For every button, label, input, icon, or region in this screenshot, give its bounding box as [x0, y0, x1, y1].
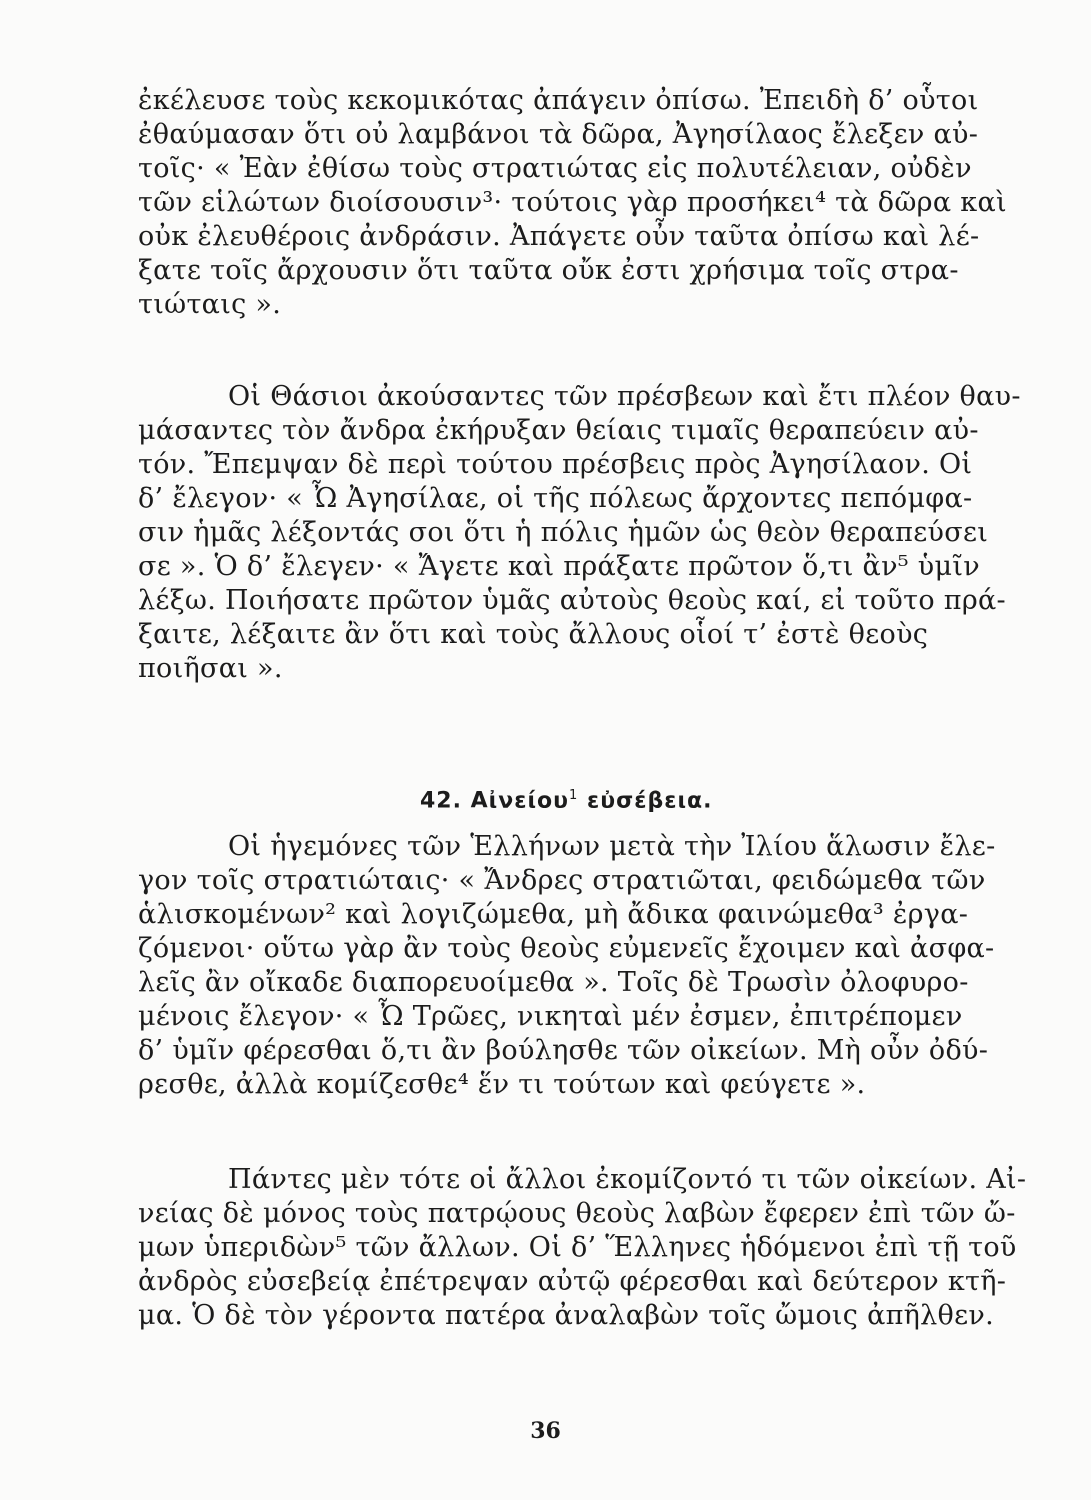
text-line: μα. Ὁ δὲ τὸν γέροντα πατέρα ἀναλαβὼν τοῖς ὤμοις ἀπῆλθεν. [138, 1300, 995, 1331]
text-line: ρεσθε, ἀλλὰ κομίζεσθε⁴ ἕν τι τούτων καὶ φεύγετε ». [138, 1069, 866, 1100]
page-number: 36 [530, 1418, 561, 1444]
paragraph-thasians [138, 380, 1021, 686]
text-line: τοῖς· « Ἐὰν ἐθίσω τοὺς στρατιώτας εἰς πολυτέλειαν, οὐδὲν [138, 153, 972, 184]
text-line: οὐκ ἐλευθέροις ἀνδράσιν. Ἀπάγετε οὖν ταῦτα ὀπίσω καὶ λέ- [138, 221, 980, 252]
text-line: δ’ ἔλεγον· « Ὦ Ἀγησίλαε, οἱ τῆς πόλεως ἄρχοντες πεπόμφα- [138, 483, 973, 514]
text-line: σιν ἡμᾶς λέξοντάς σοι ὅτι ἡ πόλις ἡμῶν ὡς θεὸν θεραπεύσει [138, 517, 989, 548]
paragraph-agesilaus-gifts [138, 84, 1018, 322]
text-line: μένοις ἔλεγον· « Ὦ Τρῶες, νικηταὶ μέν ἐσμεν, ἐπιτρέπομεν [138, 1001, 963, 1032]
text-line: τόν. Ἔπεμψαν δὲ περὶ τούτου πρέσβεις πρὸς Ἀγησίλαον. Οἱ [138, 449, 973, 480]
text-line: μάσαντες τὸν ἄνδρα ἐκήρυξαν θείαις τιμαῖς θεραπεύειν αὐ- [138, 415, 979, 446]
text-line: Πάντες μὲν τότε οἱ ἄλλοι ἐκομίζοντό τι τῶν οἰκείων. Αἰ- [228, 1164, 1027, 1195]
paragraph-greek-leaders [138, 830, 1018, 1102]
text-line: ἁλισκομένων² καὶ λογιζώμεθα, μὴ ἄδικα φαινώμεθα³ ἐργα- [138, 899, 969, 930]
text-line: ξατε τοῖς ἄρχουσιν ὅτι ταῦτα οὔκ ἐστι χρήσιμα τοῖς στρα- [138, 255, 959, 286]
text-line: ποιῆσαι ». [138, 653, 283, 684]
text-line: νείας δὲ μόνος τοὺς πατρῴους θεοὺς λαβὼν ἔφερεν ἐπὶ τῶν ὤ- [138, 1198, 1016, 1229]
text-line: τῶν εἱλώτων διοίσουσιν³· τούτοις γὰρ προσήκει⁴ τὰ δῶρα καὶ [138, 187, 1007, 218]
text-line: ζόμενοι· οὕτω γὰρ ἂν τοὺς θεοὺς εὐμενεῖς ἔχοιμεν καὶ ἀσφα- [138, 933, 995, 964]
section-heading [420, 788, 713, 813]
text-line: δ’ ὑμῖν φέρεσθαι ὅ,τι ἂν βούλησθε τῶν οἰκείων. Μὴ οὖν ὀδύ- [138, 1035, 989, 1066]
text-line: λεῖς ἂν οἴκαδε διαπορευοίμεθα ». Τοῖς δὲ Τρωσὶν ὀλοφυρο- [138, 967, 969, 998]
text-line: Οἱ ἡγεμόνες τῶν Ἑλλήνων μετὰ τὴν Ἰλίου ἅλωσιν ἔλε- [228, 831, 996, 862]
footnote-marker: 1 [569, 788, 579, 803]
text-line: ἀνδρὸς εὐσεβείᾳ ἐπέτρεψαν αὐτῷ φέρεσθαι καὶ δεύτερον κτῆ- [138, 1266, 1007, 1297]
paragraph-aeneas [138, 1163, 1027, 1333]
text-line: σε ». Ὁ δ’ ἔλεγεν· « Ἄγετε καὶ πράξατε πρῶτον ὅ,τι ἂν⁵ ὑμῖν [138, 551, 980, 582]
text-line: ξαιτε, λέξαιτε ἂν ὅτι καὶ τοὺς ἄλλους οἷοί τ’ ἐστὲ θεοὺς [138, 619, 929, 650]
text-line: ἐκέλευσε τοὺς κεκομικότας ἀπάγειν ὀπίσω. Ἐπειδὴ δ’ οὗτοι [138, 85, 979, 116]
section-title-word: Αἰνείου [470, 788, 570, 814]
section-number: 42. [420, 788, 462, 814]
text-line: Οἱ Θάσιοι ἀκούσαντες τῶν πρέσβεων καὶ ἔτι πλέον θαυ- [228, 381, 1021, 412]
section-title-rest: εὐσέβεια. [586, 788, 713, 814]
text-line: μων ὑπεριδὼν⁵ τῶν ἄλλων. Οἱ δ’ Ἕλληνες ἡδόμενοι ἐπὶ τῇ τοῦ [138, 1232, 1017, 1263]
text-line: λέξω. Ποιήσατε πρῶτον ὑμᾶς αὐτοὺς θεοὺς καί, εἰ τοῦτο πρά- [138, 585, 1006, 616]
text-line: τιώταις ». [138, 289, 282, 320]
text-line: γον τοῖς στρατιώταις· « Ἄνδρες στρατιῶται, φειδώμεθα τῶν [138, 865, 986, 896]
text-line: ἐθαύμασαν ὅτι οὐ λαμβάνοι τὰ δῶρα, Ἀγησίλαος ἔλεξεν αὐ- [138, 119, 979, 150]
